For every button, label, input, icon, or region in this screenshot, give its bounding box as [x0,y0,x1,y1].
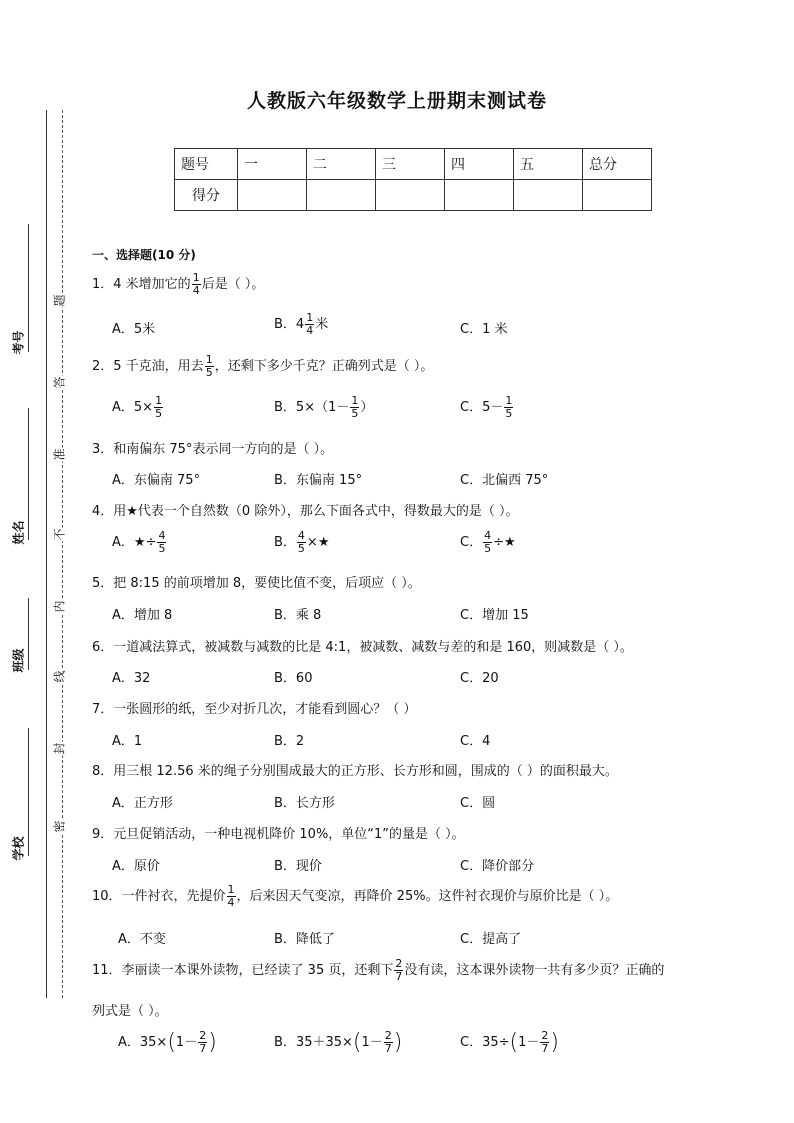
score-cell: 三 [376,149,445,180]
score-cell: 一 [238,149,307,180]
score-cell: 四 [445,149,514,180]
option-a[interactable]: A．东偏南 75° [112,473,201,488]
option-c[interactable]: C．35÷(1－ $\frac{2}{7}$ ) [460,1029,559,1055]
score-cell: 五 [514,149,583,180]
score-cell: 总分 [583,149,652,180]
option-c[interactable]: C． $\frac{4}{5}$ ÷★ [460,529,516,555]
option-c[interactable]: C．降价部分 [460,859,535,874]
binding-warning-char: 不 [52,528,67,541]
option-a[interactable]: A．35×(1－ $\frac{2}{7}$ ) [118,1029,217,1055]
option-a[interactable]: A．原价 [112,859,160,874]
school-label: 学校 [11,836,26,861]
option-c[interactable]: C．圆 [460,796,496,811]
option-a[interactable]: A．32 [112,671,151,686]
score-table [174,148,652,211]
binding-dashed-line [62,110,63,998]
question-8: 8．用三根 12.56 米的绳子分别围成最大的正方形、长方形和圆，围成的（ ）的面积最大。 [92,764,618,779]
question-9: 9．元旦促销活动，一种电视机降价 10%，单位“1”的量是（ ）。 [92,827,465,842]
score-input-cell[interactable] [238,180,307,211]
binding-warning-char: 内 [52,600,67,613]
binding-solid-line [46,110,47,998]
option-b[interactable]: B． $\frac{4}{5}$ ×★ [274,529,330,555]
question-3: 3．和南偏东 75°表示同一方向的是（ ）。 [92,442,334,457]
option-a[interactable]: A．正方形 [112,796,173,811]
option-b[interactable]: B．5×（1－ $\frac{1}{5}$ ） [274,394,374,420]
option-b[interactable]: B．乘 8 [274,608,322,623]
binding-warning-char: 准 [52,448,67,461]
option-a[interactable]: A．不变 [118,932,166,947]
fraction: $\frac{1}{4}$ [192,271,200,297]
option-a[interactable]: A．1 [112,734,143,749]
binding-warning-char: 封 [52,742,67,755]
option-c[interactable]: C．增加 15 [460,608,529,623]
section-heading: 一、选择题(10 分) [92,248,196,262]
question-2: 2．5 千克油，用去 $\frac{1}{5}$ ，还剩下多少千克？正确列式是（ ）。 [92,353,434,379]
option-b[interactable]: B．2 [274,734,305,749]
score-cell: 二 [307,149,376,180]
score-cell: 题号 [175,149,238,180]
option-b[interactable]: B．降低了 [274,932,335,947]
exam-number-line [28,224,29,352]
question-11-line2: 列式是（ ）。 [92,1004,168,1019]
option-c[interactable]: C．北偏西 75° [460,473,549,488]
question-7: 7．一张圆形的纸，至少对折几次，才能看到圆心？（ ） [92,702,417,717]
score-table-header-row [175,149,652,180]
question-6: 6．一道减法算式，被减数与减数的比是 4:1，被减数、减数与差的和是 160，则减数是（ ）。 [92,640,633,655]
question-4: 4．用★代表一个自然数（0 除外），那么下面各式中，得数最大的是（ ）。 [92,504,519,519]
class-label: 班级 [11,648,26,673]
name-line [28,408,29,540]
option-b[interactable]: B．35＋35×(1－ $\frac{2}{7}$ ) [274,1029,403,1055]
option-a[interactable]: A．增加 8 [112,608,173,623]
exam-title: 人教版六年级数学上册期末测试卷 [246,90,547,112]
score-table-score-row [175,180,652,211]
binding-warning-char: 密 [52,820,67,833]
score-row-label: 得分 [175,180,238,211]
option-c[interactable]: C．5－ $\frac{1}{5}$ [460,394,513,420]
score-input-cell[interactable] [445,180,514,211]
question-10: 10．一件衬衣，先提价 $\frac{1}{4}$ ，后来因天气变凉，再降价 25%。这件衬衣现价与原价比是（ ）。 [92,883,619,909]
option-a[interactable]: A．5× $\frac{1}{5}$ [112,394,163,420]
school-line [28,728,29,856]
option-b[interactable]: B．现价 [274,859,322,874]
option-a[interactable]: A．5米 [112,322,156,337]
option-c[interactable]: C．提高了 [460,932,522,947]
option-a[interactable]: A．★÷ $\frac{4}{5}$ [112,529,166,555]
option-b[interactable]: B．东偏南 15° [274,473,363,488]
question-1: 1．4 米增加它的 $\frac{1}{4}$ 后是（ ）。 [92,271,265,297]
score-input-cell[interactable] [583,180,652,211]
score-input-cell[interactable] [307,180,376,211]
option-c[interactable]: C．20 [460,671,499,686]
option-c[interactable]: C．1 米 [460,322,508,337]
binding-warning-char: 答 [52,376,67,389]
exam-number-label: 考号 [11,330,26,355]
option-b[interactable]: B．60 [274,671,313,686]
binding-warning-char: 线 [52,670,67,683]
option-b[interactable]: B．4 $\frac{1}{4}$ 米 [274,311,329,337]
binding-warning-char: 题 [52,294,67,307]
question-5: 5．把 8:15 的前项增加 8，要使比值不变，后项应（ ）。 [92,576,421,591]
option-b[interactable]: B．长方形 [274,796,335,811]
option-c[interactable]: C．4 [460,734,491,749]
score-input-cell[interactable] [376,180,445,211]
question-11: 11．李丽读一本课外读物，已经读了 35 页，还剩下 $\frac{2}{7}$ 没有读，这本课外读物一共有多少页？正确的 [92,957,665,983]
class-line [28,598,29,670]
score-input-cell[interactable] [514,180,583,211]
name-label: 姓名 [11,520,26,545]
